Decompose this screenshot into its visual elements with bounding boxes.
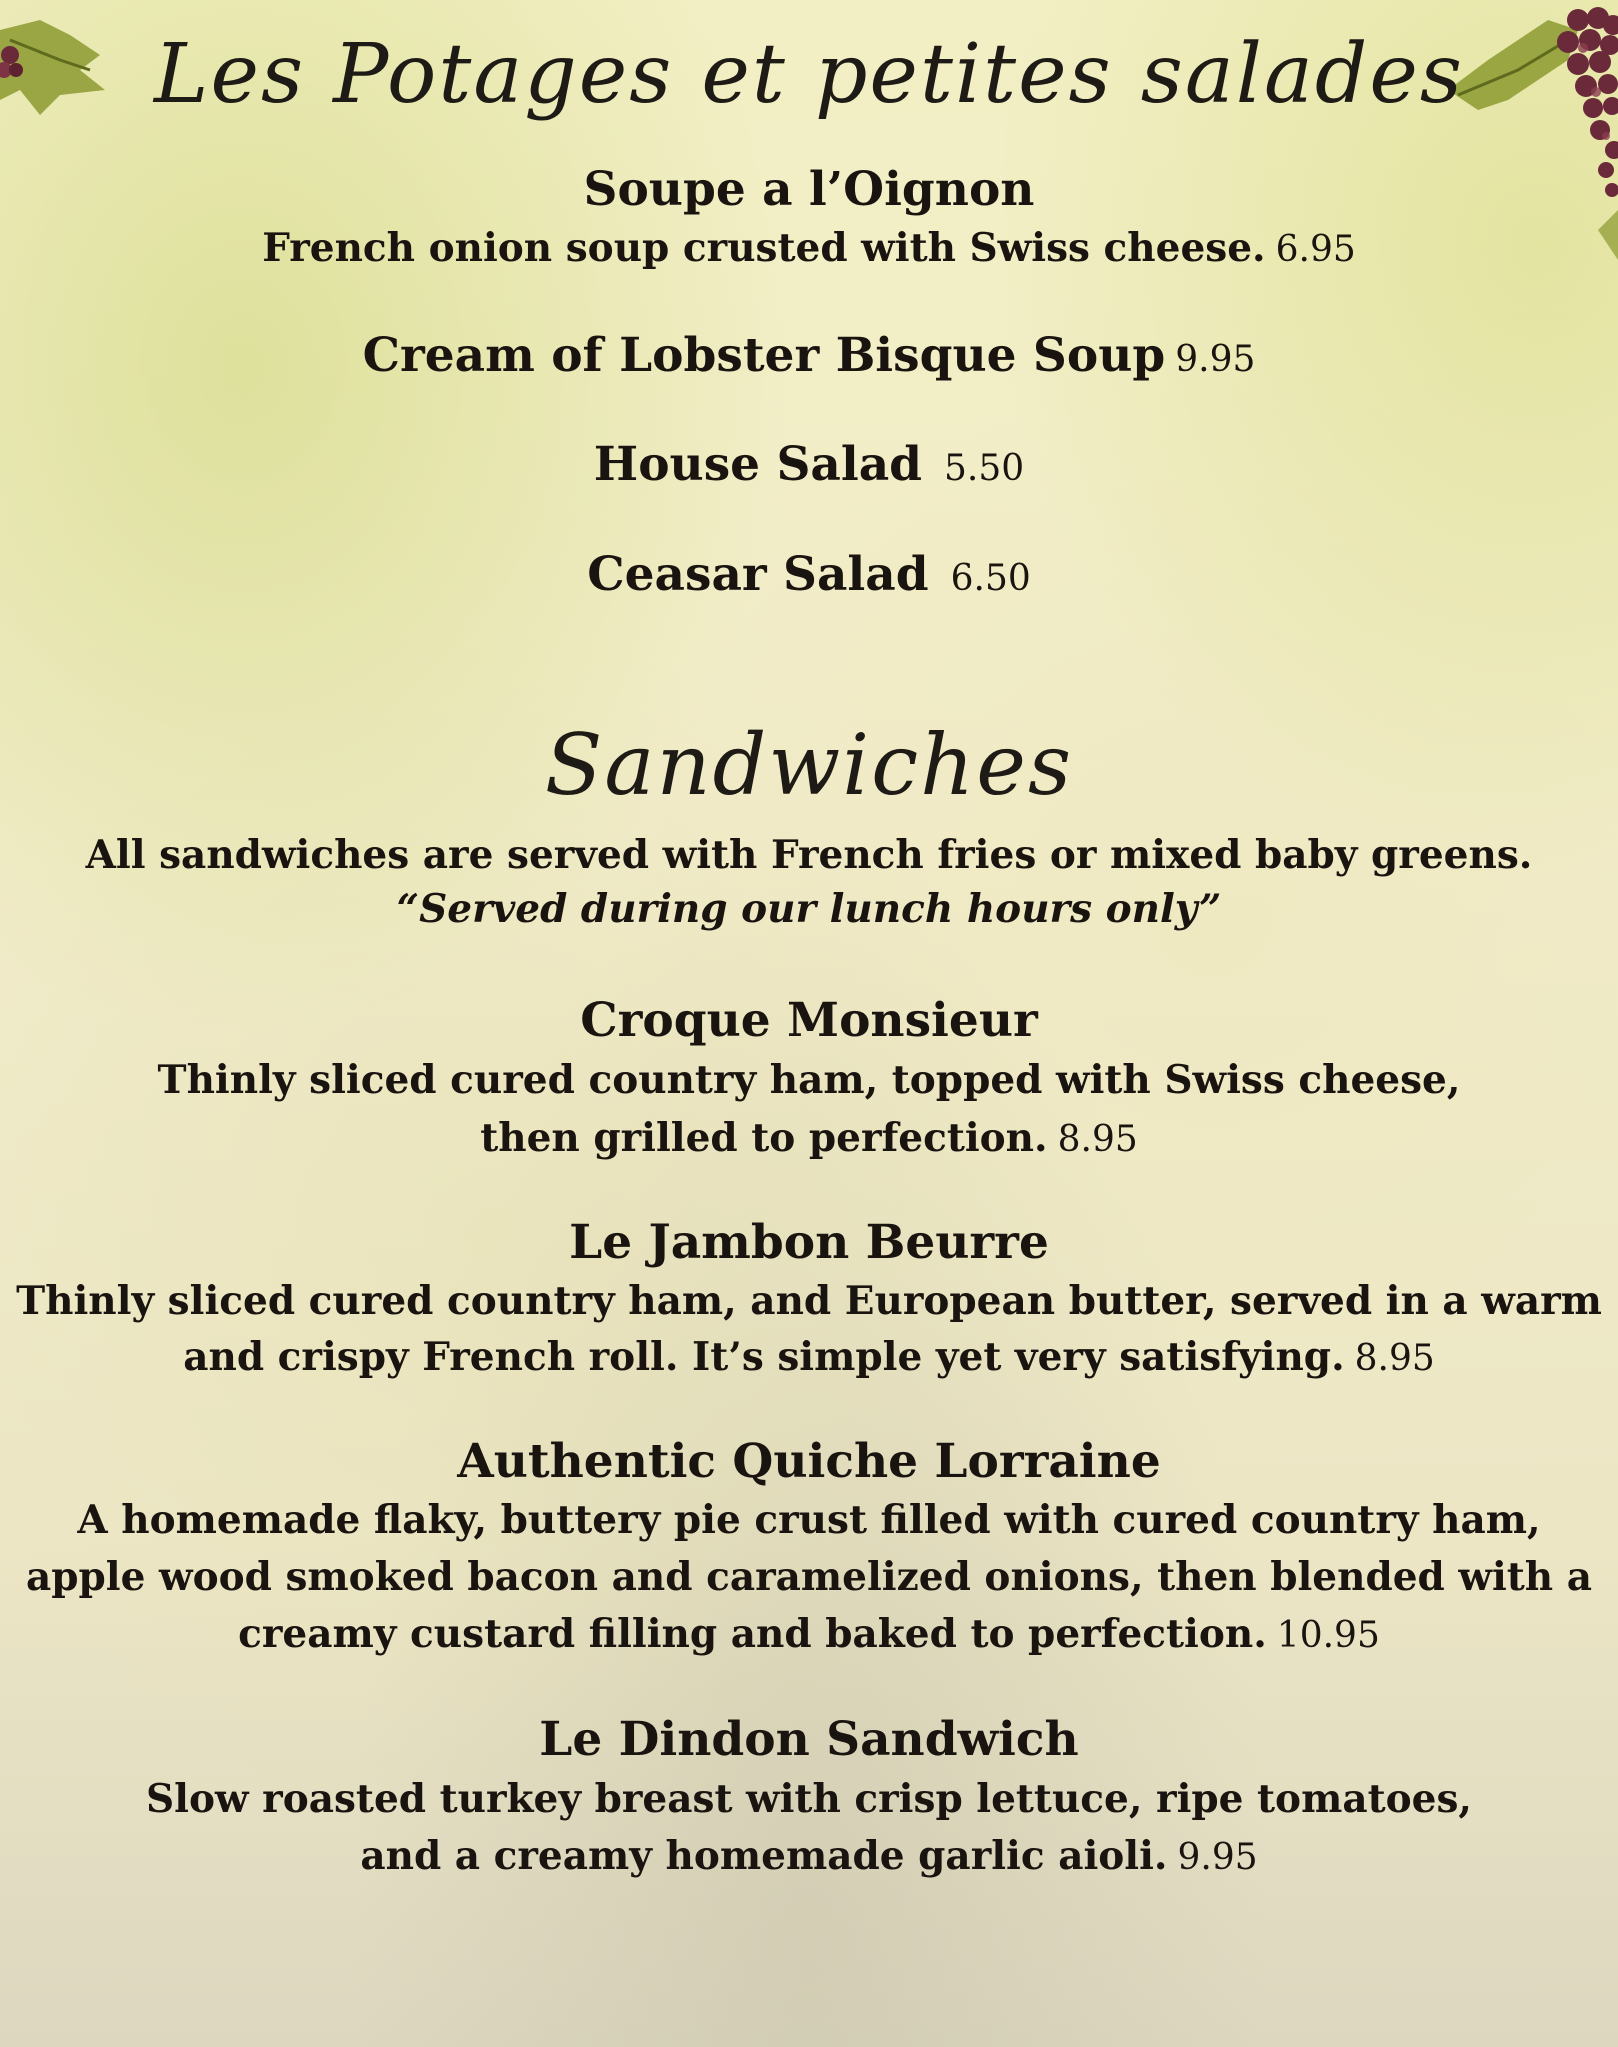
menu-item-description: Thinly sliced cured country ham, and European butter, served in a warm — [16, 1278, 1602, 1324]
menu-item-description: Slow roasted turkey breast with crisp lettuce, ripe tomatoes, — [146, 1776, 1472, 1822]
menu-item-price: 8.95 — [1057, 1119, 1138, 1160]
menu-item-name: Le Dindon Sandwich — [539, 1712, 1079, 1767]
menu-item-name: Croque Monsieur — [580, 993, 1038, 1048]
menu-item-description — [0, 1110, 1618, 1168]
section-title-sandwiches: Sandwiches — [544, 716, 1074, 814]
menu-item-name — [0, 328, 1618, 388]
menu-item-description — [0, 1606, 1618, 1664]
menu-item-description — [0, 1828, 1618, 1886]
item-name-text: Cream of Lobster Bisque Soup — [362, 328, 1166, 383]
menu-item-price: 6.50 — [950, 558, 1031, 599]
section-title-soups: Les Potages et petites salades — [154, 27, 1464, 122]
menu-item-description — [0, 1329, 1618, 1387]
menu-item-name: Le Jambon Beurre — [569, 1215, 1049, 1270]
menu-item-name — [0, 437, 1618, 497]
menu-item-price: 9.95 — [1177, 1837, 1258, 1878]
menu-item-description: A homemade flaky, buttery pie crust filled with cured country ham, — [77, 1497, 1541, 1543]
menu-item-price: 10.95 — [1276, 1615, 1380, 1656]
menu-item-description: Thinly sliced cured country ham, topped with Swiss cheese, — [157, 1057, 1461, 1103]
menu-item-price: 6.95 — [1275, 229, 1356, 270]
menu-item-price: 8.95 — [1354, 1338, 1435, 1379]
menu-item-name: Authentic Quiche Lorraine — [457, 1434, 1161, 1489]
menu-item-name: Soupe a l’Oignon — [583, 162, 1035, 217]
item-name-text: House Salad — [593, 437, 923, 492]
item-name-text: Ceasar Salad — [587, 547, 929, 602]
description-text: and a creamy homemade garlic aioli. — [360, 1833, 1168, 1879]
description-text: then grilled to perfection. — [480, 1115, 1048, 1161]
menu-item-price: 9.95 — [1175, 339, 1256, 380]
menu-item-price: 5.50 — [944, 448, 1025, 489]
menu-item-name — [0, 547, 1618, 607]
menu-item-description — [0, 220, 1618, 278]
section-note-italic: “Served during our lunch hours only” — [396, 886, 1222, 932]
description-text: creamy custard filling and baked to perfection. — [238, 1611, 1267, 1657]
section-note: All sandwiches are served with French fries or mixed baby greens. — [85, 832, 1533, 878]
menu-item-description: apple wood smoked bacon and caramelized onions, then blended with a — [26, 1554, 1592, 1600]
description-text: French onion soup crusted with Swiss cheese. — [262, 225, 1266, 271]
description-text: and crispy French roll. It’s simple yet very satisfying. — [183, 1334, 1345, 1380]
